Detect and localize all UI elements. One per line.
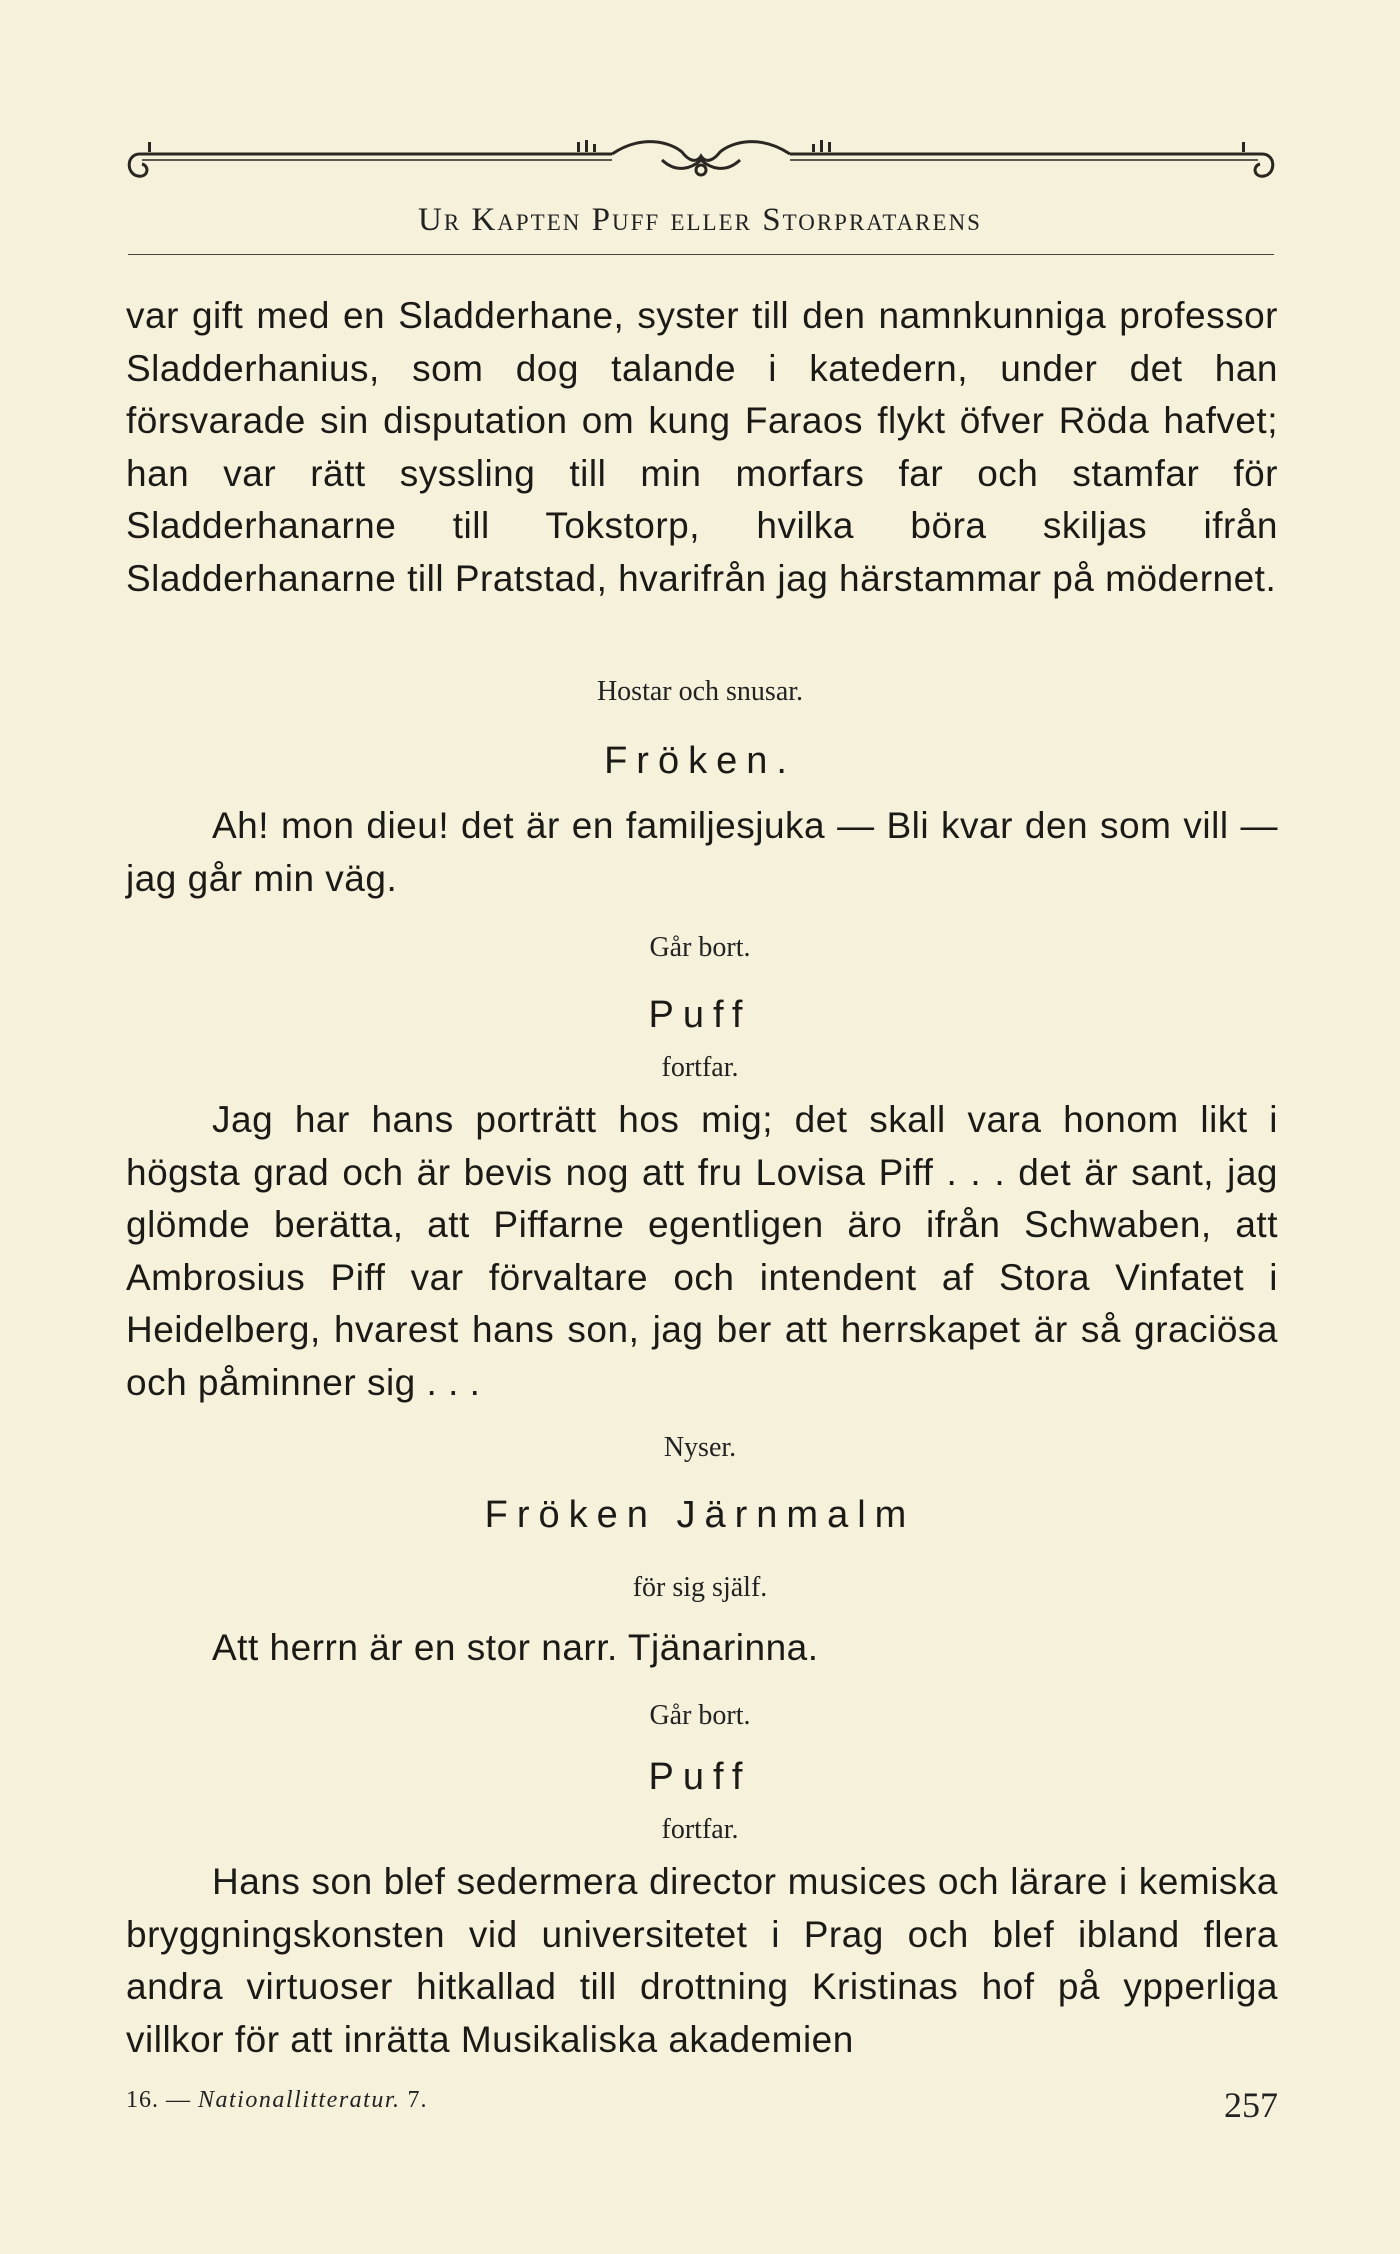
footer-signature [126,2087,428,2114]
paragraph-4: Att herrn är en stor narr. Tjänarinna. [212,1627,819,1668]
stage-direction-fortfar-2: fortfar. [661,1814,739,1845]
header-rule [128,254,1274,255]
stage-direction-for-sig-sjalf: för sig själf. [632,1572,768,1603]
stage-direction-fortfar-1: fortfar. [661,1052,739,1083]
stage-direction-nyser: Nyser. [663,1432,737,1463]
speaker-puff-2: Puff [648,1756,752,1798]
stage-direction-gar-bort-2: Går bort. [649,1700,751,1731]
paragraph-3: Jag har hans porträtt hos mig; det skall vara honom likt i högsta grad och är bevis nog att fru Lovisa Piff . . . det är sant, jag glömde berätta, att Piffarne egentligen äro ifrån Schwaben, att Ambrosius Piff var förvaltare och intendent af Stora Vinfatet i Heidelberg, hvarest hans son, jag ber att herrskapet är så graciösa och påminner sig . . . [126,1099,1278,1403]
speaker-puff-1: Puff [648,994,752,1036]
footer-volume: 7. [407,2087,428,2113]
paragraph-2: Ah! mon dieu! det är en familjesjuka — Bli kvar den som vill — jag går min väg. [126,805,1278,899]
footer-sheet-number: 16. — [126,2087,191,2113]
footer-series-title: Nationallitteratur. [198,2087,401,2113]
speaker-froken-jarnmalm: Fröken Järnmalm [484,1494,916,1536]
stage-direction-hostar: Hostar och snusar. [596,676,804,707]
header-ornament [122,130,1280,190]
paragraph-1: var gift med en Sladderhane, syster till den namnkunniga professor Sladderhanius, som dog talande i katedern, under det han försvarade sin disputation om kung Faraos flykt öfver Röda hafvet; han var rätt syssling till min morfars far och stamfar för Sladderhanarne till Tokstorp, hvilka böra skiljas ifrån Sladderhanarne till Pratstad, hvarifrån jag härstammar på mödernet. [126,295,1278,599]
page-number: 257 [1224,2085,1278,2125]
stage-direction-gar-bort-1: Går bort. [649,932,751,963]
paragraph-5: Hans son blef sedermera director musices och lärare i kemiska bryggningskonsten vid universitetet i Prag och blef ibland flera andra virtuoser hitkallad till drottning Kristinas hof på ypperliga villkor för att inrätta Musikaliska akademien [126,1861,1278,2060]
running-head-title: Ur Kapten Puff eller Storpratarens [418,202,982,238]
speaker-froken: Fröken. [604,740,796,782]
